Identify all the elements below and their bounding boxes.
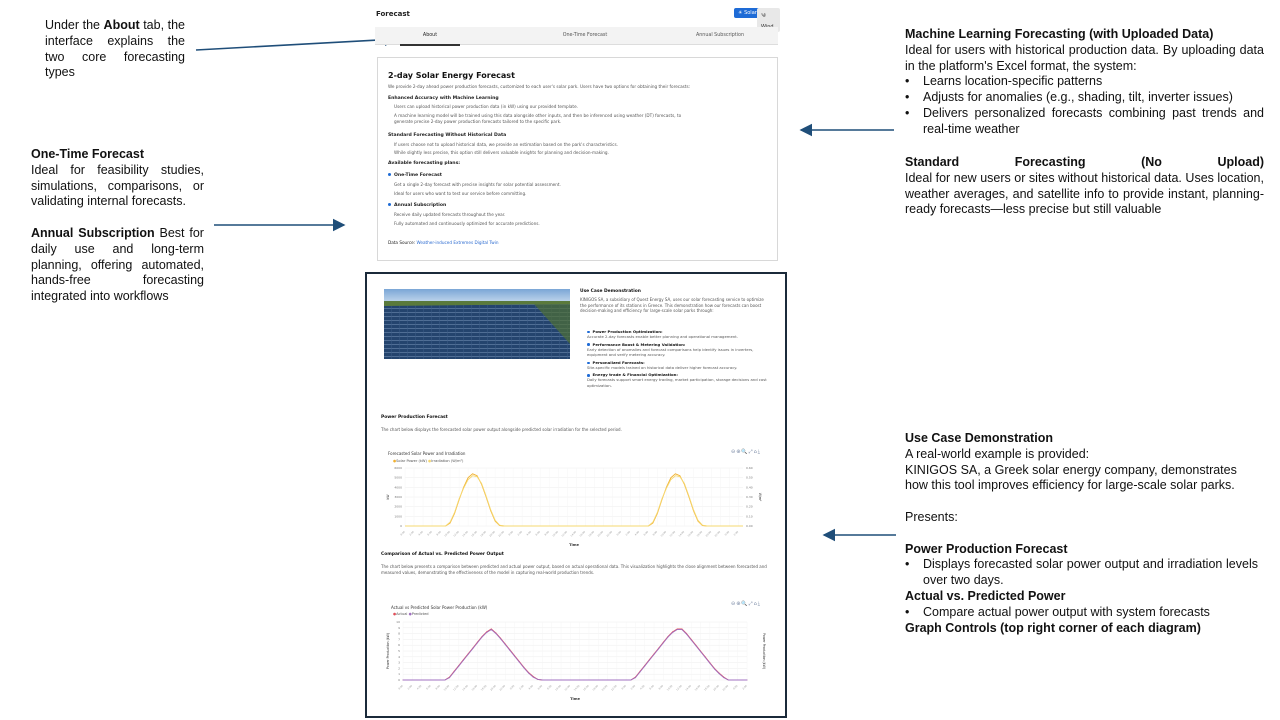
annotation-text: Under the <box>45 18 104 32</box>
data-point <box>658 648 659 649</box>
data-point <box>528 673 529 674</box>
y-tick-label: 1 <box>398 672 400 677</box>
tab-about[interactable]: About <box>400 27 460 46</box>
x-tick-label: 18:00 <box>703 684 711 692</box>
x-tick-label: 6:00 <box>537 684 544 691</box>
std-section-title: Standard Forecasting Without Historical Data <box>388 133 507 138</box>
data-point <box>514 656 515 657</box>
chart-avp-title: Actual vs Predicted Solar Power Production (kW) <box>391 605 488 610</box>
plans-title: Available forecasting plans: <box>388 161 461 166</box>
annotation-bold: About <box>103 18 140 32</box>
x-tick-label: 0:00 <box>399 530 406 537</box>
use-case-item-title: Power Production Optimization: <box>592 329 663 334</box>
arrow-about <box>196 39 396 50</box>
x-axis-label: Time <box>570 697 580 700</box>
use-case-item <box>587 342 773 358</box>
data-point <box>435 680 436 681</box>
x-tick-label: 0:00 <box>397 684 404 691</box>
annotation-text: Ideal for users with historical production data. By uploading data in the platform's Excel format, the system: <box>905 42 1264 73</box>
x-tick-label: 2:00 <box>733 530 740 537</box>
data-point <box>616 680 617 681</box>
data-point <box>649 660 650 661</box>
y-tick-label: 9 <box>398 625 400 630</box>
x-tick-label: 0:00 <box>509 684 516 691</box>
y-tick-label: 3 <box>398 660 400 665</box>
x-tick-label: 4:00 <box>527 684 534 691</box>
data-point <box>700 651 701 652</box>
x-tick-label: 20:00 <box>489 684 497 692</box>
use-case-item-text: Daily forecasts support smart energy trading, market participation, storage decisions and cost optimization. <box>587 377 767 388</box>
ppf-description: The chart below displays the forecasted solar power output alongside predicted solar irradiation for the selected period. <box>381 427 622 432</box>
x-tick-label: 0:00 <box>620 684 627 691</box>
x-axis-label: Time <box>569 543 579 547</box>
x-tick-label: 18:00 <box>479 530 487 538</box>
x-tick-label: 4:00 <box>525 530 532 537</box>
series-line-solar-power-kw- <box>405 474 743 526</box>
x-tick-label: 12:00 <box>452 684 460 692</box>
x-tick-label: 18:00 <box>480 684 488 692</box>
data-point <box>486 632 487 633</box>
x-tick-label: 22:00 <box>610 684 618 692</box>
use-case-list <box>587 329 773 389</box>
data-point <box>677 629 678 630</box>
x-tick-label: 6:00 <box>426 530 433 537</box>
data-point <box>491 629 492 630</box>
annotation-bullet: • Displays forecasted solar power output and irradiation levels over two days. <box>923 557 1258 589</box>
data-point <box>430 680 431 681</box>
data-point <box>444 680 445 681</box>
data-point <box>495 633 496 634</box>
x-tick-label: 2:00 <box>518 684 525 691</box>
x-tick-label: 16:00 <box>578 530 586 538</box>
ppf-title: Power Production Forecast <box>381 415 448 420</box>
data-point <box>477 642 478 643</box>
legend-label[interactable]: Predicted <box>411 612 429 616</box>
data-point <box>602 680 603 681</box>
data-point <box>570 680 571 681</box>
x-tick-label: 8:00 <box>434 684 441 691</box>
x-tick-label: 12:00 <box>669 530 677 538</box>
y-tick-label: 8 <box>398 631 400 636</box>
bullet-dot <box>388 203 391 206</box>
data-point <box>547 680 548 681</box>
y-tick-label: 0 <box>400 524 402 528</box>
x-tick-label: 12:00 <box>675 684 683 692</box>
x-tick-label: 20:00 <box>601 684 609 692</box>
std-section-text1: If users choose not to upload historical data, we provide an estimation based on the park's characteristics. <box>394 142 618 147</box>
about-heading: 2-day Solar Energy Forecast <box>388 71 515 80</box>
data-point <box>593 680 594 681</box>
use-case-item-title: Energy trade & Financial Optimization: <box>592 372 678 378</box>
annotation-bullet: • Adjusts for anomalies (e.g., shading, tilt, inverter issues) <box>923 90 1264 106</box>
y-tick-label: 2000 <box>394 504 402 509</box>
plan-one-time-text1: Get a single 2-day forecast with precise insights for solar potential assessment. <box>394 182 561 187</box>
x-tick-label: 16:00 <box>582 684 590 692</box>
data-point <box>426 680 427 681</box>
x-tick-label: 4:00 <box>416 684 423 691</box>
bullet-dot <box>587 374 590 377</box>
data-point <box>640 671 641 672</box>
data-point <box>621 680 622 681</box>
data-point <box>584 680 585 681</box>
y-tick-label: 4 <box>398 654 400 659</box>
x-tick-label: 2:00 <box>516 530 523 537</box>
data-point <box>654 654 655 655</box>
data-point <box>565 680 566 681</box>
data-point <box>449 677 450 678</box>
x-tick-label: 20:00 <box>712 684 720 692</box>
bullet-dot <box>388 173 391 176</box>
x-tick-label: 14:00 <box>461 684 469 692</box>
annotation-text: A real-world example is provided: <box>905 446 1090 461</box>
y-axis-label: Power Production (kW) <box>386 632 390 670</box>
y2-axis-label: Power Production (kW) <box>762 632 766 670</box>
y-tick-label: 5000 <box>394 475 402 480</box>
x-tick-label: 4:00 <box>417 530 424 537</box>
annotation-text: Presents: <box>905 509 958 524</box>
data-point <box>505 644 506 645</box>
data-point <box>472 648 473 649</box>
data-point <box>412 680 413 681</box>
forecast-app-header <box>370 0 780 46</box>
data-point <box>644 666 645 667</box>
data-point <box>686 634 687 635</box>
data-point <box>403 680 404 681</box>
x-tick-label: 6:00 <box>534 530 541 537</box>
data-point <box>561 680 562 681</box>
annotation-bullet: • Compare actual power output with system forecasts <box>923 605 1258 621</box>
x-tick-label: 16:00 <box>471 684 479 692</box>
y2-tick-label: 0.10 <box>746 514 753 519</box>
data-source-label: Data Source: <box>388 240 416 245</box>
data-point <box>523 667 524 668</box>
data-point <box>416 680 417 681</box>
y-tick-label: 6000 <box>394 466 402 470</box>
y2-tick-label: 0.60 <box>746 466 753 470</box>
x-tick-label: 10:00 <box>551 530 559 538</box>
chart-avp-plot[interactable] <box>383 618 771 700</box>
x-tick-label: 8:00 <box>543 530 550 537</box>
data-point <box>556 680 557 681</box>
plan-annual-text2: Fully automated and continuously optimized for accurate predictions. <box>394 221 540 226</box>
x-tick-label: 2:00 <box>741 684 748 691</box>
y-axis-label: kW <box>386 494 390 500</box>
x-tick-label: 10:00 <box>660 530 668 538</box>
chart-forecast-tools[interactable]: ⊖⊕🔍⤢⌂⤓ <box>731 449 761 455</box>
x-tick-label: 8:00 <box>546 684 553 691</box>
x-tick-label: 10:00 <box>443 530 451 538</box>
data-source-link[interactable]: Weather-induced Extremes Digital Twin <box>416 240 499 245</box>
data-point <box>421 680 422 681</box>
avp-description: The chart below presents a comparison between predicted and actual power output, based on actual operational data. This visualization highlights the close alignment between forecasted and measured values, demonstrating the effectiveness of the model in capturing real-world production trends. <box>381 564 767 575</box>
x-tick-label: 6:00 <box>425 684 432 691</box>
chart-forecast <box>383 448 771 550</box>
use-case-item-title: Personalized Forecasts: <box>592 359 645 365</box>
legend-label[interactable]: Irradiation (W/m²) <box>431 459 464 463</box>
x-tick-label: 22:00 <box>497 530 505 538</box>
y-tick-label: 7 <box>398 637 400 642</box>
series-line-irradiation-w-m- <box>405 476 743 526</box>
data-point <box>500 638 501 639</box>
x-tick-label: 14:00 <box>461 530 469 538</box>
use-case-title: Use Case Demonstration <box>580 289 641 294</box>
legend-marker: ● <box>393 459 397 463</box>
data-point <box>482 637 483 638</box>
x-tick-label: 8:00 <box>435 530 442 537</box>
annotation-text: Ideal for new users or sites without historical data. Uses location, weather averages, and satellite info to provide instant, planning-ready forecasts—less precise but still valuable <box>905 170 1264 217</box>
annotation-title: One-Time Forecast <box>31 147 145 161</box>
plan-annual-text1: Receive daily updated forecasts throughout the year. <box>394 212 506 217</box>
legend-marker: ● <box>393 612 397 616</box>
use-case-item <box>587 329 773 340</box>
plan-one-time <box>388 173 442 178</box>
std-section-text2: While slightly less precise, this option still delivers valuable insights for planning and decision-making. <box>394 150 609 155</box>
x-tick-label: 10:00 <box>554 684 562 692</box>
annotation-title: Graph Controls (top right corner of each diagram) <box>905 620 1201 635</box>
x-tick-label: 16:00 <box>694 684 702 692</box>
solar-button-label: Solar <box>744 10 757 16</box>
y2-axis-label: W/m² <box>758 492 762 502</box>
annotation-text: Best for daily use and long-term planning, offering automated, hands-free forecasting integrated into workflows <box>31 226 204 304</box>
data-point <box>742 680 743 681</box>
x-tick-label: 22:00 <box>498 684 506 692</box>
data-point <box>747 680 748 681</box>
x-tick-label: 6:00 <box>643 530 650 537</box>
use-case-item <box>587 360 773 371</box>
y-tick-label: 5 <box>398 649 400 653</box>
annotation-text: tab, the interface explains the two core forecasting types <box>45 18 185 80</box>
annotation-text: KINIGOS SA, a Greek solar energy company, demonstrates how this tool improves efficiency for large-scale solar parks. <box>905 462 1237 493</box>
x-tick-label: 12:00 <box>564 684 572 692</box>
annotation-text: Ideal for feasibility studies, simulations, comparisons, or validating internal forecasts. <box>31 162 204 209</box>
y2-tick-label: 0.30 <box>746 495 753 499</box>
annotation-bullet: • Delivers personalized forecasts combining past trends and real-time weather <box>923 106 1264 138</box>
data-point <box>537 679 538 680</box>
x-tick-label: 0:00 <box>507 530 514 537</box>
x-tick-label: 8:00 <box>652 530 659 537</box>
annotation-title: Standard Forecasting (No Upload) <box>905 155 1264 169</box>
data-point <box>667 637 668 638</box>
data-point <box>551 680 552 681</box>
data-point <box>672 632 673 633</box>
bullet-dot <box>587 343 590 346</box>
use-case-item <box>587 372 773 388</box>
data-point <box>533 677 534 678</box>
annotation-bullet: • Learns location-specific patterns <box>923 74 1264 90</box>
x-tick-label: 0:00 <box>616 530 623 537</box>
use-case-item-text: Early detection of anomalies and forecast comparisons help identify issues in inverters, equipment and verify metering accuracy. <box>587 346 754 358</box>
y-tick-label: 3000 <box>394 495 402 499</box>
y2-tick-label: 0.50 <box>746 475 753 480</box>
data-point <box>691 639 692 640</box>
use-case-item-text: Site-specific models trained on historical data deliver higher forecast accuracy. <box>587 364 738 370</box>
y-tick-label: 6 <box>398 643 400 648</box>
data-point <box>719 673 720 674</box>
x-tick-label: 14:00 <box>684 684 692 692</box>
annotation-title: Annual Subscription <box>31 226 155 240</box>
data-point <box>728 680 729 681</box>
annotation-title: Machine Learning Forecasting (with Uploaded Data) <box>905 27 1214 41</box>
x-tick-label: 0:00 <box>724 530 731 537</box>
annotation-title: Actual vs. Predicted Power <box>905 588 1066 603</box>
page-title: Forecast <box>376 10 410 18</box>
x-tick-label: 2:00 <box>408 530 415 537</box>
y-tick-label: 1000 <box>394 514 402 519</box>
use-case-item-title: Performance Boost & Metering Validation: <box>592 341 686 347</box>
x-tick-label: 12:00 <box>560 530 568 538</box>
data-point <box>709 663 710 664</box>
data-point <box>588 680 589 681</box>
ml-section-text1: Users can upload historical power production data (in kW) using our provided template. <box>394 104 578 109</box>
sun-icon: ☀ <box>738 10 743 16</box>
chart-avp-tools[interactable]: ⊖⊕🔍⤢⌂⤓ <box>731 601 761 607</box>
data-point <box>579 680 580 681</box>
x-tick-label: 14:00 <box>678 530 686 538</box>
data-point <box>542 680 543 681</box>
x-tick-label: 12:00 <box>452 530 460 538</box>
data-point <box>635 677 636 678</box>
x-tick-label: 2:00 <box>630 684 637 691</box>
data-point <box>695 645 696 646</box>
tab-annual-subscription[interactable]: Annual Subscription <box>695 33 744 38</box>
annotation-title: Power Production Forecast <box>905 541 1068 556</box>
plan-one-time-title: One-Time Forecast <box>394 173 442 178</box>
ml-section-text2: A machine learning model will be trained using this data alongside other inputs, and then be inferenced using weather (DT) forecasts, to generate precise 2-day power production forecasts tailored to the specific park. <box>394 113 682 124</box>
data-point <box>607 680 608 681</box>
data-source <box>388 240 499 246</box>
data-point <box>575 680 576 681</box>
about-card <box>377 57 778 261</box>
x-tick-label: 8:00 <box>658 684 665 691</box>
x-tick-label: 22:00 <box>722 684 730 692</box>
about-intro: We provide 2-day ahead power production forecasts, customized to each user's solar park. Users have two options for obtaining their forecasts: <box>388 84 691 89</box>
x-tick-label: 20:00 <box>597 530 605 538</box>
legend-label[interactable]: Solar Power (kW) <box>396 459 427 463</box>
y-tick-label: 0 <box>398 678 400 682</box>
chart-actual-vs-predicted <box>383 600 771 700</box>
x-tick-label: 14:00 <box>573 684 581 692</box>
solar-park-image <box>384 289 570 359</box>
y-tick-label: 4000 <box>394 485 402 490</box>
x-tick-label: 0:00 <box>732 684 739 691</box>
data-point <box>663 642 664 643</box>
data-point <box>440 680 441 681</box>
ml-section-title: Enhanced Accuracy with Machine Learning <box>388 96 499 101</box>
use-case-panel <box>365 272 787 718</box>
x-tick-label: 16:00 <box>687 530 695 538</box>
x-tick-label: 10:00 <box>666 684 674 692</box>
x-tick-label: 14:00 <box>569 530 577 538</box>
x-tick-label: 2:00 <box>625 530 632 537</box>
plan-one-time-text2: Ideal for users who want to test our service before committing. <box>394 191 527 196</box>
data-point <box>598 680 599 681</box>
chart-forecast-title: Forecasted Solar Power and Irradiation <box>388 451 466 456</box>
use-case-item-text: Accurate 2-day forecasts enable better planning and operational management. <box>587 334 738 339</box>
data-point <box>626 680 627 681</box>
x-tick-label: 20:00 <box>705 530 713 538</box>
x-tick-label: 18:00 <box>591 684 599 692</box>
data-point <box>630 680 631 681</box>
x-tick-label: 16:00 <box>470 530 478 538</box>
x-tick-label: 4:00 <box>634 530 641 537</box>
data-point <box>454 671 455 672</box>
data-point <box>681 629 682 630</box>
legend-marker: ● <box>408 612 412 616</box>
annotation-title: Use Case Demonstration <box>905 431 1053 445</box>
data-point <box>458 666 459 667</box>
data-point <box>705 657 706 658</box>
chart-forecast-plot[interactable] <box>383 464 771 550</box>
x-tick-label: 6:00 <box>648 684 655 691</box>
use-case-intro: KINIGOS SA, a subsidiary of Quest Energy SA, uses our solar forecasting service to optimize the performance of its stations in Greece. This demonstration how our forecasts can boost decision-making and efficiency for large-scale solar parks through: <box>580 297 764 314</box>
legend-label[interactable]: Actual <box>396 612 408 616</box>
data-point <box>463 660 464 661</box>
wind-icon: ༄ <box>761 13 766 19</box>
series-line-actual <box>403 629 747 680</box>
y-tick-label: 10 <box>396 620 400 624</box>
x-tick-label: 18:00 <box>696 530 704 538</box>
y-tick-label: 2 <box>398 666 400 671</box>
tab-one-time-forecast[interactable]: One-Time Forecast <box>562 33 608 38</box>
data-point <box>714 668 715 669</box>
tab-bar <box>375 27 778 45</box>
data-point <box>723 677 724 678</box>
plan-annual-title: Annual Subscription <box>394 203 447 208</box>
x-tick-label: 18:00 <box>587 530 595 538</box>
x-tick-label: 22:00 <box>714 530 722 538</box>
bullet-dot <box>587 331 590 334</box>
x-tick-label: 20:00 <box>488 530 496 538</box>
plan-annual <box>388 203 446 208</box>
data-point <box>733 680 734 681</box>
data-point <box>612 680 613 681</box>
avp-title: Comparison of Actual vs. Predicted Power Output <box>381 552 504 557</box>
legend-marker: ● <box>428 459 432 463</box>
x-tick-label: 2:00 <box>407 684 414 691</box>
series-line-predicted <box>403 630 747 680</box>
data-point <box>407 680 408 681</box>
bullet-dot <box>587 362 590 365</box>
y2-tick-label: 0.20 <box>746 504 753 509</box>
y2-tick-label: 0.40 <box>746 485 753 490</box>
x-tick-label: 4:00 <box>639 684 646 691</box>
data-point <box>468 654 469 655</box>
data-point <box>737 680 738 681</box>
y2-tick-label: 0.00 <box>746 524 753 528</box>
x-tick-label: 22:00 <box>606 530 614 538</box>
data-point <box>509 650 510 651</box>
chart-avp-legend <box>393 612 429 618</box>
x-tick-label: 10:00 <box>443 684 451 692</box>
data-point <box>519 662 520 663</box>
